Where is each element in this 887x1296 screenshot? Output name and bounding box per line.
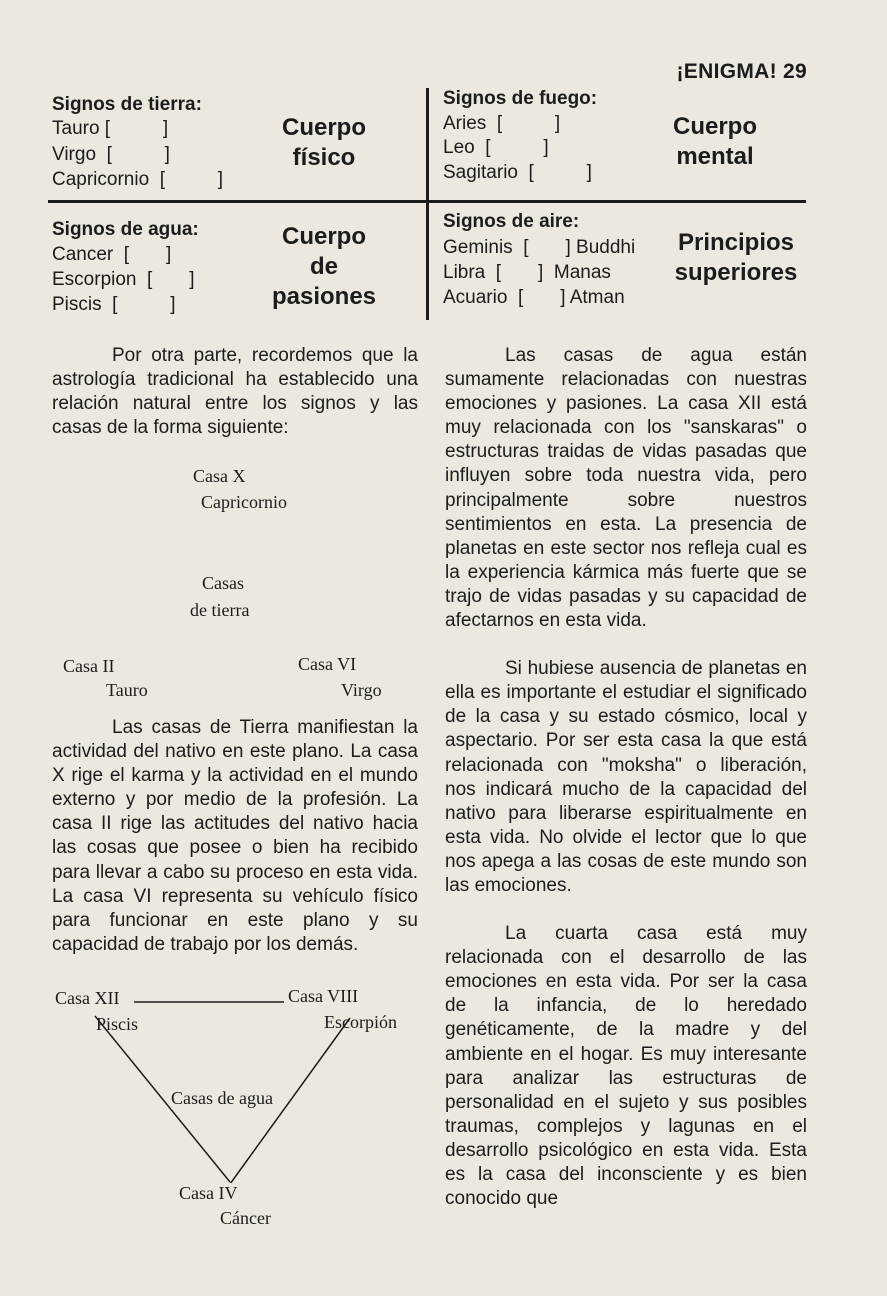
- aire-sign-geminis: Geminis [ ] Buddhi: [443, 237, 636, 258]
- fuego-sign-aries: Aries [ ]: [443, 113, 561, 134]
- earth-left-sign: Tauro: [106, 680, 148, 700]
- tierra-sign-virgo: Virgo [ ]: [52, 144, 170, 165]
- earth-top-house: Casa X: [193, 466, 246, 486]
- water-bottom-sign: Cáncer: [220, 1208, 271, 1228]
- water-bottom-house: Casa IV: [179, 1183, 238, 1203]
- left-paragraph-text: Las casas de Tierra manifiestan la actividad del nativo en este plano. La casa X rige el karma y la actividad en el mundo externo y por medio de la profesión. La casa II rige las actitudes del nativo hacia las cosas que posee o bien ha recibido para llevar a cabo su proceso en esta vida. La casa VI representa su vehículo físico para funcionar en este plano y su capacidad de trabajo por los demás.: [52, 717, 418, 955]
- agua-body-line1: Cuerpo: [282, 223, 366, 250]
- water-right-sign: Escorpión: [324, 1012, 397, 1032]
- water-left-sign: Piscis: [96, 1014, 139, 1034]
- agua-body-line2: de: [309, 253, 338, 280]
- earth-center-line1: Casas: [202, 573, 244, 593]
- tierra-body-line2: físico: [292, 144, 356, 171]
- fuego-sign-leo: Leo [ ]: [443, 137, 549, 158]
- fuego-title: Signos de fuego:: [443, 88, 598, 109]
- right-paragraph-2: Si hubiese ausencia de planetas en ella es importante el estudiar el significado de la casa y su estado cósmico, local y aspectario. Por ser esta casa la que está relacionada con "moksha" o liberación, nos indicará mucho de la capacidad del nativo para liberarse espiritualmente en esta vida. No olvide el lector que lo que nos apega a las cosas de este mundo son las emociones.: [445, 658, 807, 896]
- tierra-sign-tauro: Tauro [ ]: [52, 118, 169, 139]
- water-center: Casas de agua: [171, 1088, 273, 1108]
- left-intro-text: Por otra parte, recordemos que la astrología tradicional ha establecido una relación natural entre los signos y las casas de la forma siguiente:: [52, 345, 418, 439]
- water-left-house: Casa XII: [55, 988, 120, 1008]
- water-right-house: Casa VIII: [288, 986, 359, 1006]
- agua-sign-cancer: Cancer [ ]: [52, 244, 172, 265]
- fuego-body-line2: mental: [676, 143, 754, 170]
- fuego-sign-sagitario: Sagitario [ ]: [443, 162, 592, 183]
- agua-body-line3: pasiones: [271, 283, 377, 310]
- tierra-sign-capricornio: Capricornio [ ]: [52, 169, 224, 190]
- right-column: [445, 344, 807, 1211]
- earth-left-house: Casa II: [63, 656, 115, 676]
- earth-right-house: Casa VI: [298, 654, 357, 674]
- earth-top-sign: Capricornio: [201, 492, 287, 512]
- fuego-body-line1: Cuerpo: [673, 113, 757, 140]
- earth-right-sign: Virgo: [341, 680, 382, 700]
- aire-body-line1: Principios: [677, 229, 795, 256]
- agua-sign-escorpion: Escorpion [ ]: [52, 269, 195, 290]
- aire-title: Signos de aire:: [443, 211, 580, 232]
- aire-sign-libra: Libra [ ] Manas: [443, 262, 611, 283]
- agua-sign-piscis: Piscis [ ]: [52, 294, 176, 315]
- right-paragraph-3: La cuarta casa está muy relacionada con el desarrollo de las emociones en esta vida. Por ser la casa de la infancia, de lo heredado genéticamente, de la madre y del ambiente en el hogar. Es muy interesante para analizar las estructuras de personalidad en el sujeto y sus posibles traumas, complejos y lagunas en el desarrollo psicológico en esta vida. Esta es la casa del inconsciente y es bien conocido que: [445, 923, 807, 1210]
- aire-body-line2: superiores: [674, 259, 798, 286]
- tierra-body-line1: Cuerpo: [282, 114, 366, 141]
- agua-title: Signos de agua:: [52, 219, 199, 240]
- earth-center-line2: de tierra: [190, 600, 250, 620]
- page-header: ¡ENIGMA! 29: [676, 60, 807, 83]
- right-paragraph-1: Las casas de agua están sumamente relacionadas con nuestras emociones y pasiones. La casa XII está muy relacionada con los "sanskaras" o estructuras traidas de vidas pasadas que influyen sobre toda nuestra vida, pero principalmente sobre nuestros sentimientos en esta. La presencia de planetas en este sector nos refleja cual es la experiencia kármica más fuerte que se trajo de vidas pasadas y su capacidad de afectarnos en esta vida.: [445, 345, 807, 632]
- tierra-title: Signos de tierra:: [52, 94, 202, 115]
- aire-sign-acuario: Acuario [ ] Atman: [443, 287, 625, 308]
